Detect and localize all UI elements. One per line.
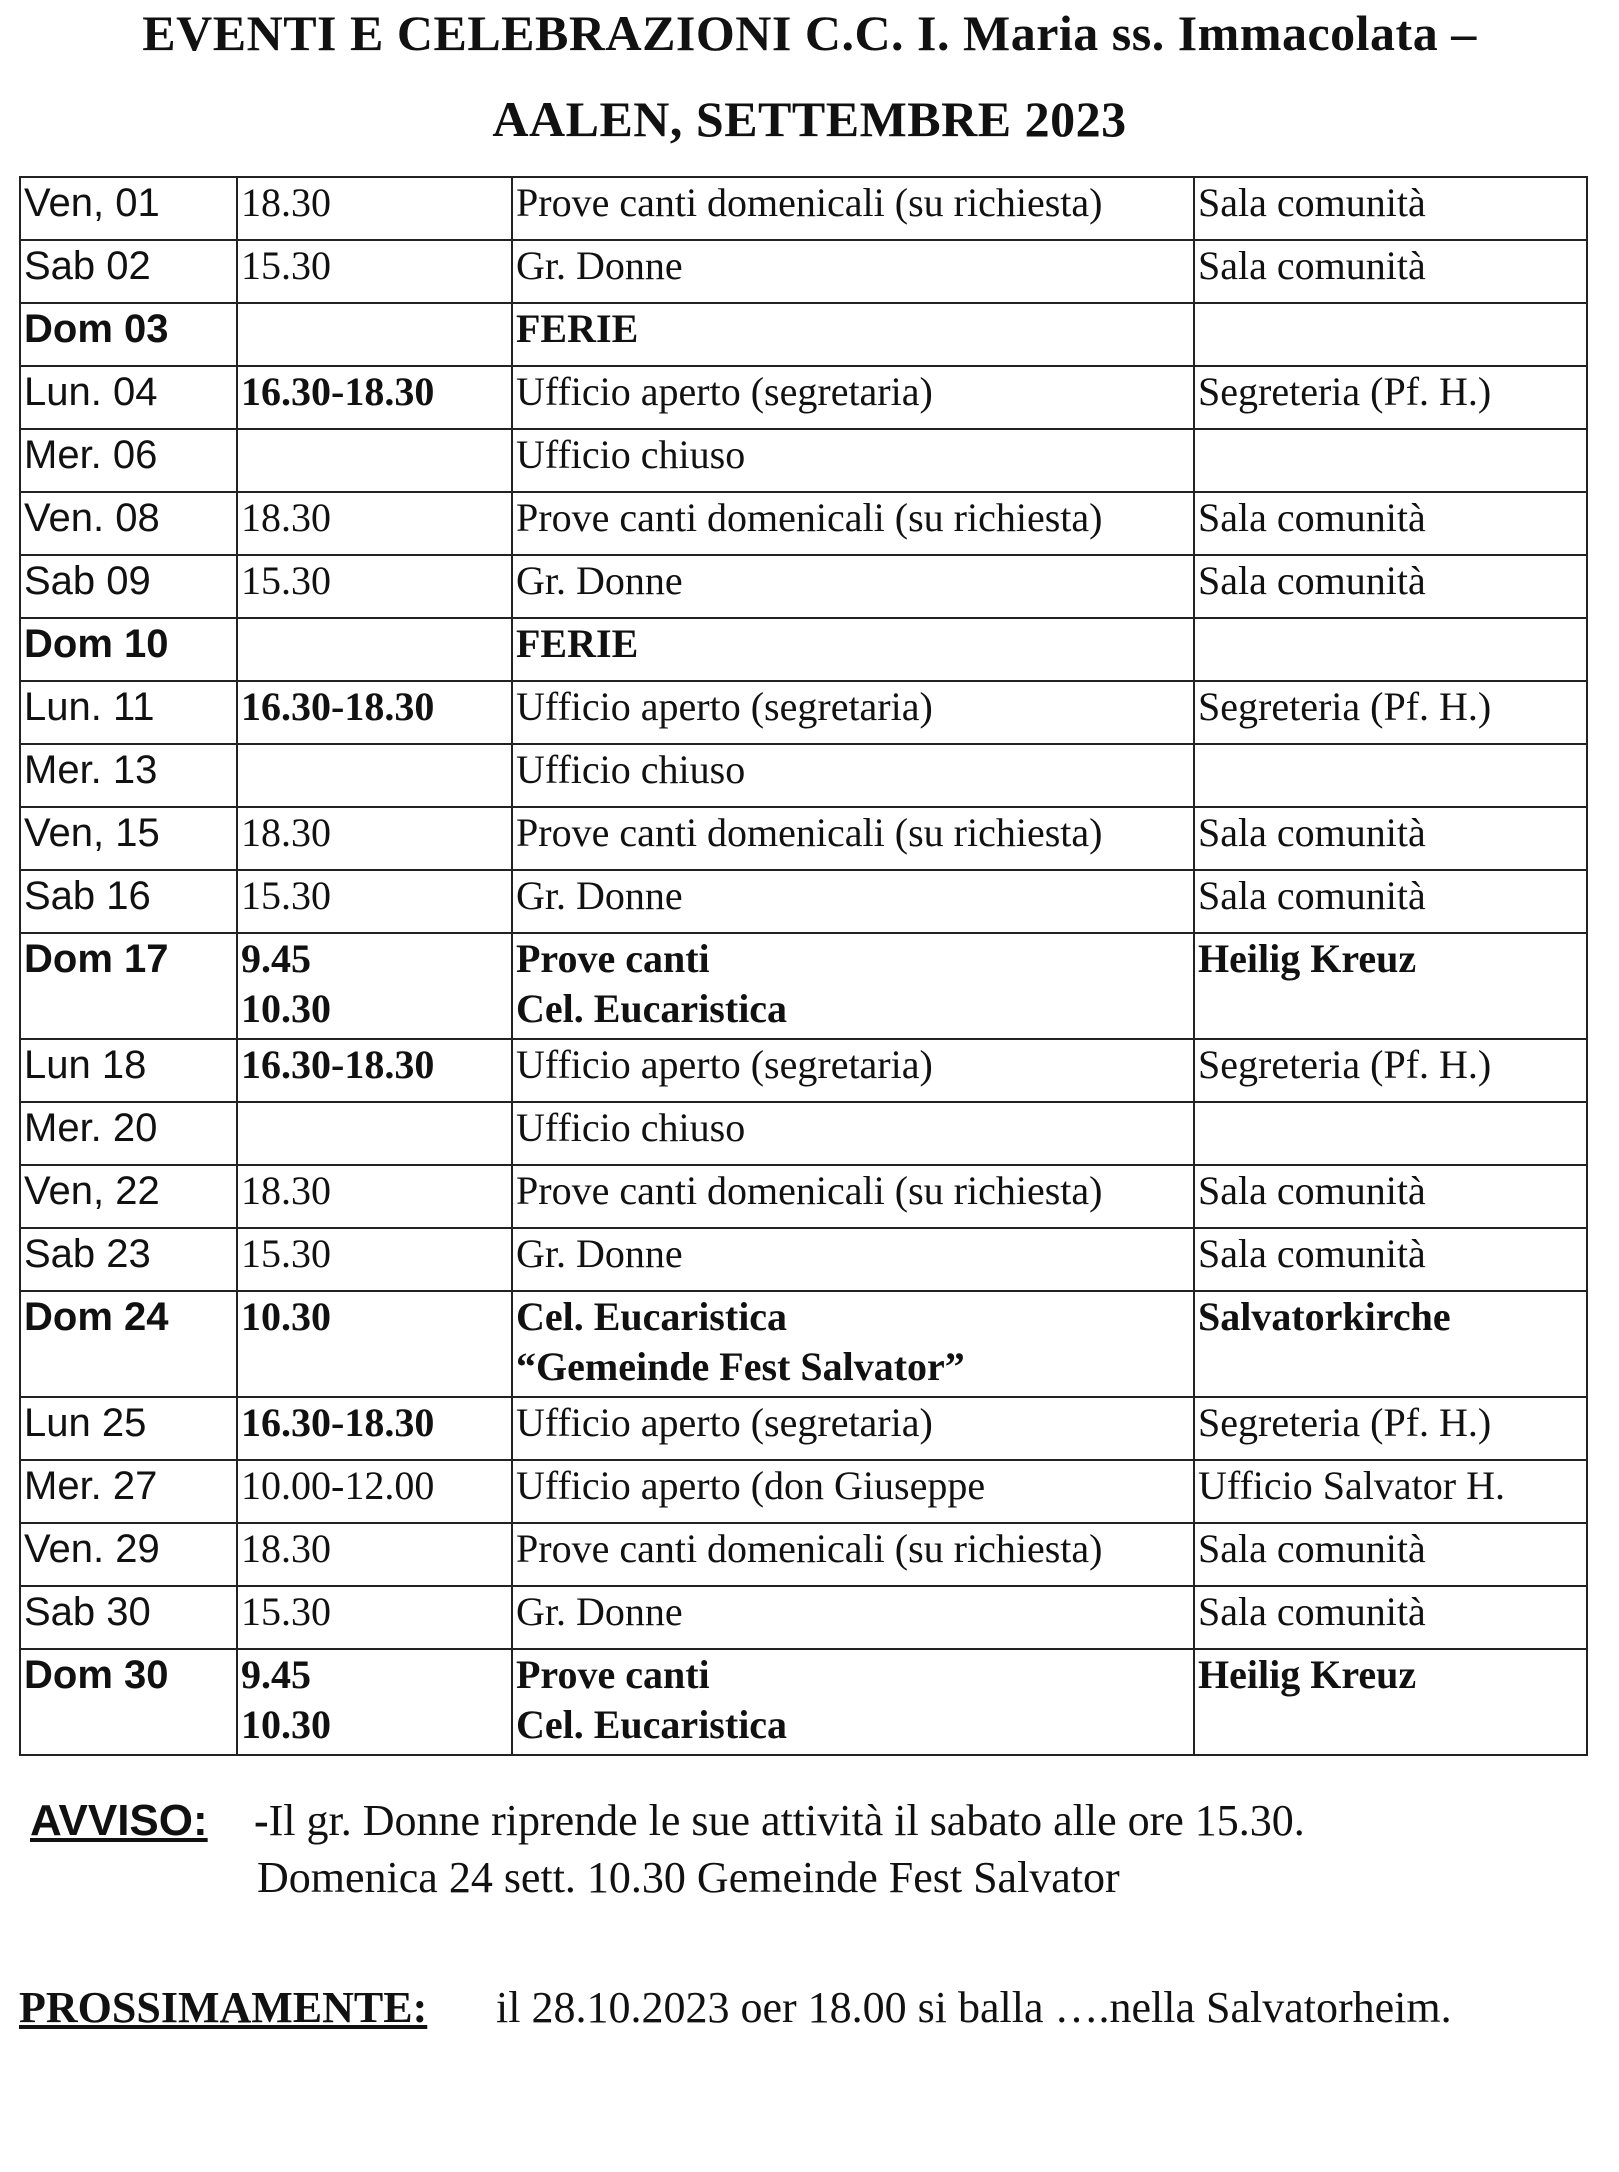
time-cell: 16.30-18.30 xyxy=(237,366,512,429)
time-cell: 10.00-12.00 xyxy=(237,1460,512,1523)
activity-cell: Prove canti domenicali (su richiesta) xyxy=(512,807,1194,870)
table-row xyxy=(20,618,1587,681)
time-cell: 18.30 xyxy=(237,807,512,870)
day-cell: Lun 18 xyxy=(20,1039,237,1102)
activity-cell: Prove canti domenicali (su richiesta) xyxy=(512,1523,1194,1586)
time-cell: 18.30 xyxy=(237,1165,512,1228)
table-row xyxy=(20,933,1587,1039)
day-cell: Mer. 06 xyxy=(20,429,237,492)
day-cell: Sab 09 xyxy=(20,555,237,618)
time-line: 9.45 xyxy=(241,936,311,981)
day-cell: Sab 23 xyxy=(20,1228,237,1291)
time-cell xyxy=(237,933,512,1039)
activity-line: Cel. Eucaristica xyxy=(516,1702,788,1747)
activity-cell: Ufficio aperto (segretaria) xyxy=(512,1397,1194,1460)
place-cell xyxy=(1194,1102,1587,1165)
day-cell: Ven, 22 xyxy=(20,1165,237,1228)
table-row xyxy=(20,429,1587,492)
place-cell: Segreteria (Pf. H.) xyxy=(1194,1039,1587,1102)
time-cell: 18.30 xyxy=(237,1523,512,1586)
time-cell: 15.30 xyxy=(237,555,512,618)
table-row xyxy=(20,1039,1587,1102)
table-row xyxy=(20,1397,1587,1460)
table-row xyxy=(20,1102,1587,1165)
place-cell: Sala comunità xyxy=(1194,1228,1587,1291)
activity-cell: Gr. Donne xyxy=(512,870,1194,933)
time-cell: 18.30 xyxy=(237,177,512,240)
place-cell: Sala comunità xyxy=(1194,177,1587,240)
day-cell: Dom 03 xyxy=(20,303,237,366)
day-cell: Dom 24 xyxy=(20,1291,237,1397)
place-cell: Sala comunità xyxy=(1194,1586,1587,1649)
activity-line: Prove canti xyxy=(516,936,710,981)
place-cell: Segreteria (Pf. H.) xyxy=(1194,1397,1587,1460)
activity-cell: Ufficio aperto (don Giuseppe xyxy=(512,1460,1194,1523)
time-line: 10.30 xyxy=(241,986,331,1031)
time-cell xyxy=(237,429,512,492)
time-cell xyxy=(237,1649,512,1755)
notice-dash: - xyxy=(254,1796,269,1845)
activity-cell: Gr. Donne xyxy=(512,1228,1194,1291)
day-cell: Dom 30 xyxy=(20,1649,237,1755)
notice-label: AVVISO: xyxy=(30,1796,208,1845)
place-cell: Salvatorkirche xyxy=(1194,1291,1587,1397)
activity-line: Cel. Eucaristica xyxy=(516,1294,788,1339)
day-cell: Sab 30 xyxy=(20,1586,237,1649)
table-row xyxy=(20,1228,1587,1291)
activity-cell: Gr. Donne xyxy=(512,240,1194,303)
table-row xyxy=(20,1291,1587,1397)
activity-cell: Ufficio chiuso xyxy=(512,744,1194,807)
day-cell: Ven, 15 xyxy=(20,807,237,870)
time-cell xyxy=(237,303,512,366)
activity-cell: Ufficio aperto (segretaria) xyxy=(512,366,1194,429)
activity-cell xyxy=(512,1291,1194,1397)
page-title: EVENTI E CELEBRAZIONI C.C. I. Maria ss. Immacolata – xyxy=(142,5,1477,61)
table-row xyxy=(20,870,1587,933)
day-cell: Dom 10 xyxy=(20,618,237,681)
activity-cell: Gr. Donne xyxy=(512,1586,1194,1649)
table-row xyxy=(20,1460,1587,1523)
activity-cell xyxy=(512,933,1194,1039)
activity-cell: Prove canti domenicali (su richiesta) xyxy=(512,177,1194,240)
place-cell: Sala comunità xyxy=(1194,807,1587,870)
place-cell: Sala comunità xyxy=(1194,1523,1587,1586)
time-cell: 16.30-18.30 xyxy=(237,681,512,744)
place-cell: Sala comunità xyxy=(1194,555,1587,618)
place-cell: Segreteria (Pf. H.) xyxy=(1194,681,1587,744)
activity-cell: FERIE xyxy=(512,303,1194,366)
time-cell xyxy=(237,744,512,807)
notice-line: Domenica 24 sett. 10.30 Gemeinde Fest Salvator xyxy=(257,1853,1120,1902)
activity-cell: FERIE xyxy=(512,618,1194,681)
day-cell: Sab 16 xyxy=(20,870,237,933)
notice-line xyxy=(254,1793,1305,1849)
table-row xyxy=(20,744,1587,807)
activity-cell: Ufficio chiuso xyxy=(512,429,1194,492)
activity-line: “Gemeinde Fest Salvator” xyxy=(516,1344,965,1389)
place-cell xyxy=(1194,429,1587,492)
day-cell: Lun 25 xyxy=(20,1397,237,1460)
time-cell xyxy=(237,618,512,681)
day-cell: Dom 17 xyxy=(20,933,237,1039)
table-row xyxy=(20,240,1587,303)
place-cell: Sala comunità xyxy=(1194,240,1587,303)
place-cell xyxy=(1194,618,1587,681)
place-cell xyxy=(1194,744,1587,807)
time-cell: 10.30 xyxy=(237,1291,512,1397)
page-subtitle: AALEN, SETTEMBRE 2023 xyxy=(492,91,1127,147)
day-cell: Lun. 11 xyxy=(20,681,237,744)
table-row xyxy=(20,492,1587,555)
table-row xyxy=(20,1523,1587,1586)
place-cell: Sala comunità xyxy=(1194,1165,1587,1228)
activity-cell: Ufficio aperto (segretaria) xyxy=(512,1039,1194,1102)
time-cell xyxy=(237,1102,512,1165)
table-row xyxy=(20,303,1587,366)
table-row xyxy=(20,1649,1587,1755)
activity-cell: Gr. Donne xyxy=(512,555,1194,618)
activity-cell: Ufficio chiuso xyxy=(512,1102,1194,1165)
time-cell: 15.30 xyxy=(237,1228,512,1291)
time-cell: 15.30 xyxy=(237,240,512,303)
table-row xyxy=(20,681,1587,744)
activity-cell: Prove canti domenicali (su richiesta) xyxy=(512,492,1194,555)
activity-line: Prove canti xyxy=(516,1652,710,1697)
time-line: 9.45 xyxy=(241,1652,311,1697)
activity-cell: Ufficio aperto (segretaria) xyxy=(512,681,1194,744)
time-cell: 16.30-18.30 xyxy=(237,1039,512,1102)
day-cell: Mer. 27 xyxy=(20,1460,237,1523)
time-line: 10.30 xyxy=(241,1702,331,1747)
day-cell: Ven, 01 xyxy=(20,177,237,240)
table-row xyxy=(20,1586,1587,1649)
table-row xyxy=(20,1165,1587,1228)
day-cell: Mer. 13 xyxy=(20,744,237,807)
day-cell: Mer. 20 xyxy=(20,1102,237,1165)
time-cell: 18.30 xyxy=(237,492,512,555)
upcoming-label: PROSSIMAMENTE: xyxy=(19,1983,428,2032)
table-row xyxy=(20,366,1587,429)
activity-cell: Prove canti domenicali (su richiesta) xyxy=(512,1165,1194,1228)
day-cell: Ven. 08 xyxy=(20,492,237,555)
activity-cell xyxy=(512,1649,1194,1755)
place-cell: Sala comunità xyxy=(1194,492,1587,555)
time-cell: 15.30 xyxy=(237,870,512,933)
place-cell xyxy=(1194,303,1587,366)
schedule-table xyxy=(19,176,1588,1756)
notice-text: Il gr. Donne riprende le sue attività il sabato alle ore 15.30. xyxy=(268,1796,1305,1845)
place-cell: Segreteria (Pf. H.) xyxy=(1194,366,1587,429)
place-cell: Sala comunità xyxy=(1194,870,1587,933)
time-cell: 15.30 xyxy=(237,1586,512,1649)
table-row xyxy=(20,177,1587,240)
place-cell: Heilig Kreuz xyxy=(1194,1649,1587,1755)
time-cell: 16.30-18.30 xyxy=(237,1397,512,1460)
place-cell: Ufficio Salvator H. xyxy=(1194,1460,1587,1523)
upcoming-text: il 28.10.2023 oer 18.00 si balla ….nella Salvatorheim. xyxy=(496,1983,1452,2032)
table-row xyxy=(20,807,1587,870)
place-cell: Heilig Kreuz xyxy=(1194,933,1587,1039)
day-cell: Sab 02 xyxy=(20,240,237,303)
day-cell: Lun. 04 xyxy=(20,366,237,429)
day-cell: Ven. 29 xyxy=(20,1523,237,1586)
activity-line: Cel. Eucaristica xyxy=(516,986,788,1031)
table-row xyxy=(20,555,1587,618)
